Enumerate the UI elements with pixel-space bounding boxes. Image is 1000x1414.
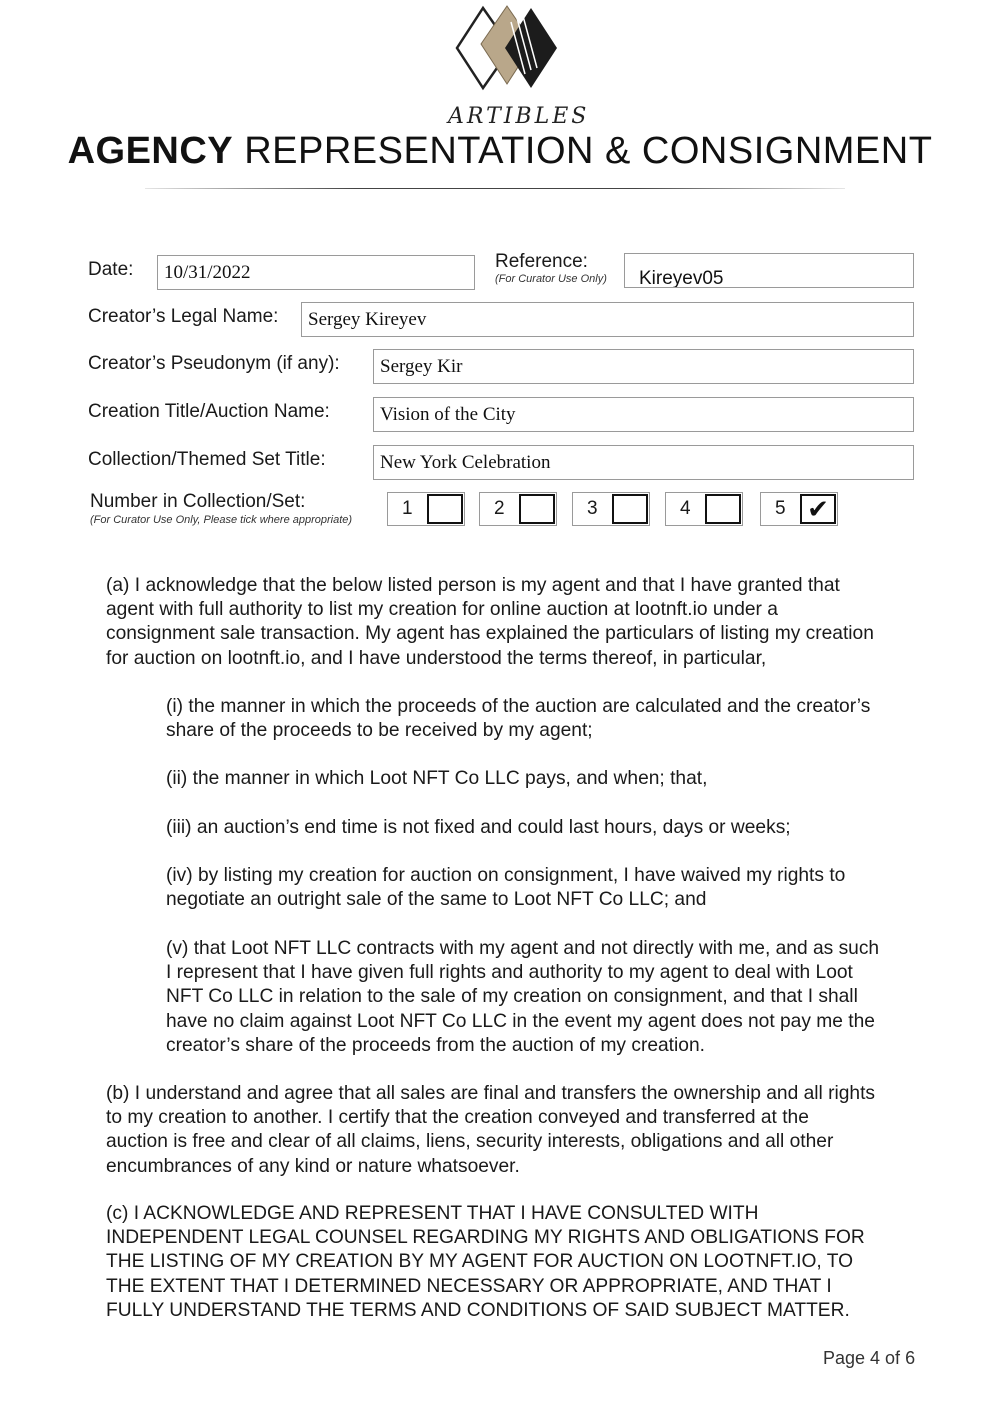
page-number: Page 4 of 6 (823, 1348, 916, 1368)
creation-title-label: Creation Title/Auction Name: (88, 401, 330, 422)
text-line: agent with full authority to list my creation for online auction at lootnft.io under a (106, 599, 778, 621)
reference-field[interactable]: Kireyev05 (624, 253, 914, 288)
page-title (0, 130, 1000, 173)
pseudonym-label: Creator’s Pseudonym (if any): (88, 353, 340, 374)
set-option-number: 4 (680, 498, 691, 519)
clause-a-v (166, 937, 976, 1058)
legal-name-label: Creator’s Legal Name: (88, 306, 279, 327)
set-option-number: 5 (775, 498, 786, 519)
text-line: encumbrances of any kind or nature whatsoever. (106, 1155, 520, 1177)
title-bold: AGENCY (67, 130, 234, 172)
text-line: FULLY UNDERSTAND THE TERMS AND CONDITIONS OF SAID SUBJECT MATTER. (106, 1299, 850, 1321)
set-option-2 (479, 492, 557, 526)
number-in-collection-label: Number in Collection/Set: (90, 491, 306, 512)
text-line: (v) that Loot NFT LLC contracts with my agent and not directly with me, and as such (166, 938, 880, 959)
set-option-1 (387, 492, 465, 526)
number-in-collection-sublabel: (For Curator Use Only, Please tick where appropriate) (90, 514, 353, 526)
text-line: (a) I acknowledge that the below listed person is my agent and that I have granted that (106, 575, 840, 596)
set-option-3 (572, 492, 650, 526)
collection-field[interactable]: New York Celebration (373, 445, 914, 480)
text-line: THE LISTING OF MY CREATION BY MY AGENT FOR AUCTION ON LOOTNFT.IO, TO (106, 1251, 853, 1273)
text-line: (b) I understand and agree that all sales are final and transfers the ownership and all rights (106, 1083, 876, 1104)
text-line: negotiate an outright sale of the same to Loot NFT Co LLC; and (166, 889, 707, 911)
date-field[interactable]: 10/31/2022 (157, 255, 475, 290)
collection-label: Collection/Themed Set Title: (88, 449, 326, 470)
set-option-checkbox[interactable] (427, 494, 463, 524)
set-option-checkbox[interactable] (519, 494, 555, 524)
text-line: (iv) by listing my creation for auction on consignment, I have waived my rights to (166, 865, 846, 886)
clause-c (106, 1202, 976, 1323)
creation-title-field[interactable]: Vision of the City (373, 397, 914, 432)
reference-sublabel: (For Curator Use Only) (495, 273, 607, 285)
clause-a (106, 574, 976, 671)
clause-b (106, 1082, 976, 1179)
set-option-5 (760, 492, 838, 526)
text-line: to my creation to another. I certify that the creation conveyed and transferred at the (106, 1107, 809, 1129)
clause-a-i (166, 695, 976, 743)
text-line: consignment sale transaction. My agent has explained the particulars of listing my creation (106, 623, 874, 645)
set-option-4 (665, 492, 743, 526)
text-line: THE EXTENT THAT I DETERMINED NECESSARY OR APPROPRIATE, AND THAT I (106, 1275, 832, 1297)
text-line: share of the proceeds to be received by my agent; (166, 720, 593, 742)
text-line: (c) I ACKNOWLEDGE AND REPRESENT THAT I HAVE CONSULTED WITH (106, 1203, 759, 1224)
pseudonym-field[interactable]: Sergey Kir (373, 349, 914, 384)
set-option-number: 1 (402, 498, 413, 519)
text-line: have no claim against Loot NFT Co LLC in the event my agent does not pay me the (166, 1010, 875, 1032)
clause-a-ii (166, 767, 976, 791)
title-rest: REPRESENTATION & CONSIGNMENT (233, 130, 933, 172)
text-line: (i) the manner in which the proceeds of the auction are calculated and the creator’s (166, 696, 871, 717)
set-option-checkbox[interactable]: ✔ (800, 494, 836, 524)
set-option-checkbox[interactable] (612, 494, 648, 524)
reference-label: Reference: (495, 251, 588, 272)
set-option-number: 2 (494, 498, 505, 519)
clause-a-iii (166, 816, 976, 840)
set-option-checkbox[interactable] (705, 494, 741, 524)
clause-a-iv (166, 864, 976, 912)
set-option-number: 3 (587, 498, 598, 519)
title-divider (145, 188, 845, 189)
text-line: INDEPENDENT LEGAL COUNSEL REGARDING MY RIGHTS AND OBLIGATIONS FOR (106, 1227, 865, 1249)
text-line: for auction on lootnft.io, and I have understood the terms thereof, in particular, (106, 647, 767, 669)
text-line: NFT Co LLC in relation to the sale of my creation on consignment, and that I shall (166, 986, 858, 1008)
text-line: auction is free and clear of all claims, liens, security interests, obligations and all other (106, 1131, 834, 1153)
date-label: Date: (88, 259, 134, 280)
text-line: I represent that I have given full rights and authority to my agent to deal with Loot (166, 962, 853, 984)
logo-text: ARTIBLES (448, 104, 590, 129)
text-line: creator’s share of the proceeds from the auction of my creation. (166, 1034, 705, 1056)
text-line: (ii) the manner in which Loot NFT Co LLC pays, and when; that, (166, 768, 708, 789)
legal-name-field[interactable]: Sergey Kireyev (301, 302, 914, 337)
text-line: (iii) an auction’s end time is not fixed and could last hours, days or weeks; (166, 817, 791, 838)
